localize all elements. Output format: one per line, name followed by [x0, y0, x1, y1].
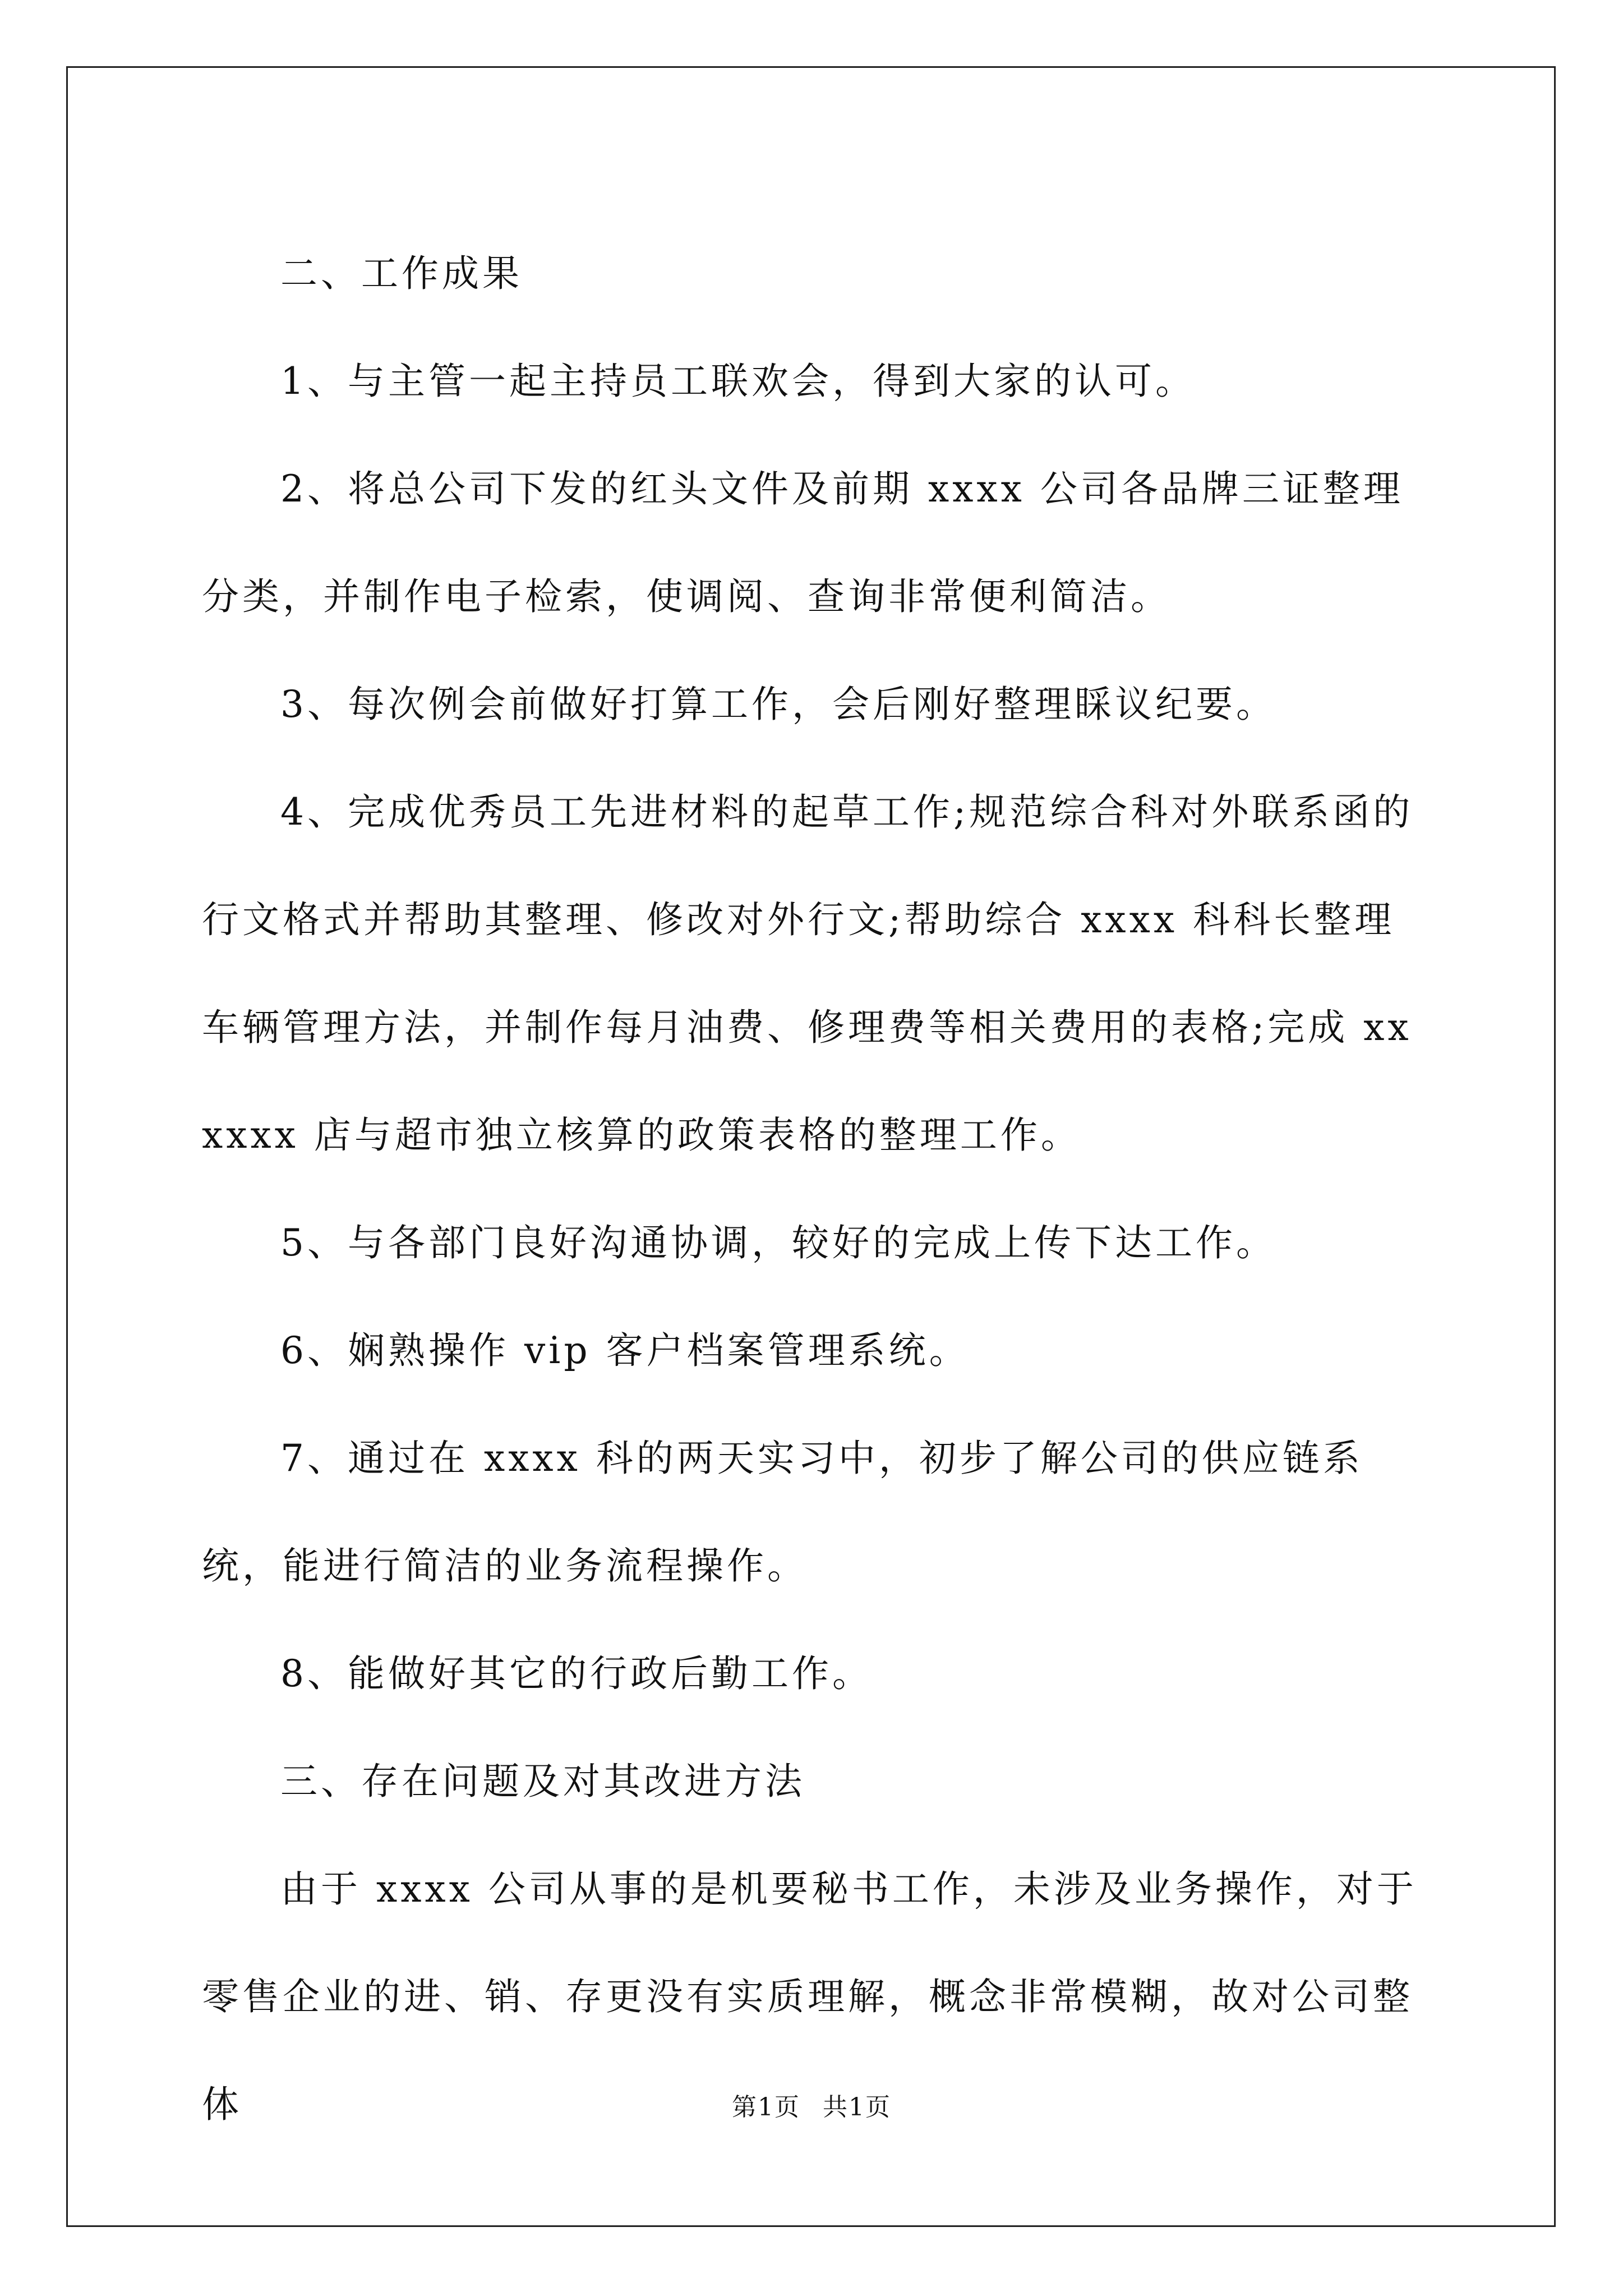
page-footer — [0, 2087, 1623, 2123]
total-pages: 共1页 — [823, 2093, 891, 2122]
list-item-2: 2、将总公司下发的红头文件及前期 xxxx 公司各品牌三证整理分类，并制作电子检索，使调阅、查询非常便利简洁。 — [202, 467, 1404, 618]
section-heading-results: 二、工作成果 — [280, 252, 523, 295]
page-number: 第1页 — [732, 2093, 800, 2122]
body-paragraph: 由于 xxxx 公司从事的是机要秘书工作，未涉及业务操作，对于零售企业的进、销、存更没有实质理解，概念非常模糊，故对公司整体 — [202, 1867, 1417, 2126]
document-body — [202, 220, 1424, 2159]
list-item-4: 4、完成优秀员工先进材料的起草工作;规范综合科对外联系函的行文格式并帮助其整理、修改对外行文;帮助综合 xxxx 科科长整理车辆管理方法，并制作每月油费、修理费等相关费用的表格;完成 xxxxxx 店与超市独立核算的政策表格的整理工作。 — [202, 790, 1414, 1157]
list-item-1: 1、与主管一起主持员工联欢会，得到大家的认可。 — [280, 360, 1196, 403]
list-item-7: 7、通过在 xxxx 科的两天实习中，初步了解公司的供应链系统，能进行简洁的业务流程操作。 — [202, 1437, 1363, 1588]
list-item-6: 6、娴熟操作 vip 客户档案管理系统。 — [280, 1329, 970, 1372]
list-item-5: 5、与各部门良好沟通协调，较好的完成上传下达工作。 — [280, 1221, 1276, 1264]
section-heading-issues: 三、存在问题及对其改进方法 — [280, 1760, 805, 1803]
list-item-8: 8、能做好其它的行政后勤工作。 — [280, 1652, 873, 1695]
list-item-3: 3、每次例会前做好打算工作，会后刚好整理睬议纪要。 — [280, 683, 1276, 726]
